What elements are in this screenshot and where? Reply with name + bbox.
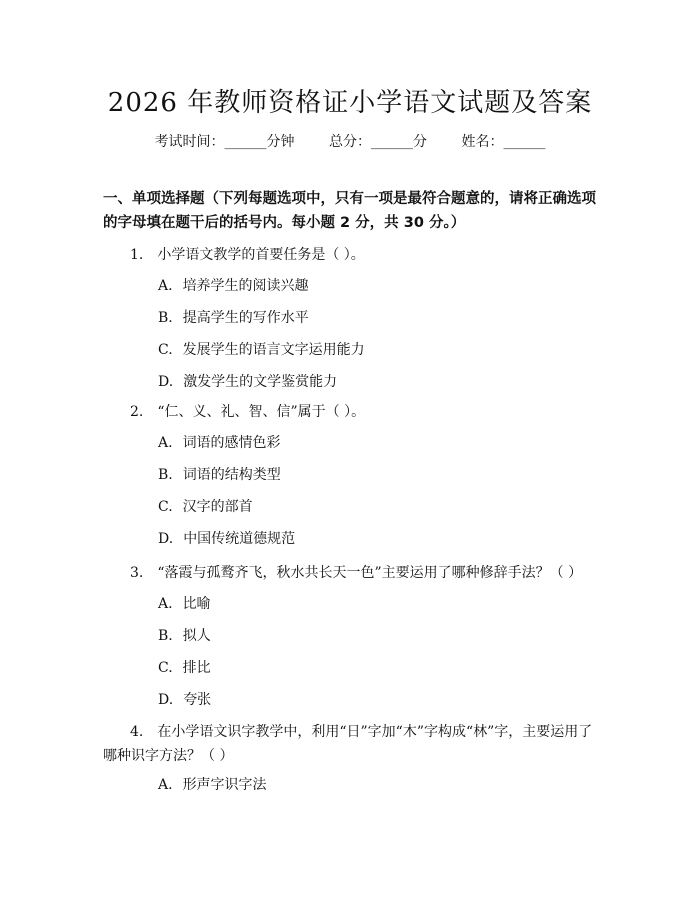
option-letter: C. (158, 499, 173, 515)
option-text: 夸张 (183, 692, 212, 708)
option-text: 提高学生的写作水平 (182, 310, 309, 326)
option (158, 529, 295, 549)
exam-time: 考试时间：______分钟 (154, 134, 295, 150)
question-text: “落霞与孤鹜齐飞，秋水共长天一色”主要运用了哪种修辞手法？（ ） (157, 565, 583, 581)
question-number: 3. (130, 565, 144, 581)
question-number: 1. (130, 247, 144, 263)
question-number: 4. (130, 724, 144, 740)
option-letter: A. (158, 596, 173, 612)
question-text: 小学语文教学的首要任务是（ ）。 (157, 247, 365, 263)
option-text: 激发学生的文学鉴赏能力 (183, 374, 338, 390)
option (158, 497, 253, 517)
option-letter: D. (158, 374, 174, 390)
total-score: 总分：______分 (329, 134, 427, 150)
option (158, 465, 281, 485)
option-text: 发展学生的语言文字运用能力 (182, 342, 365, 358)
option-text: 词语的结构类型 (182, 467, 281, 483)
option-letter: A. (158, 278, 173, 294)
option-text: 比喻 (182, 596, 211, 612)
option-letter: C. (158, 342, 173, 358)
option (158, 594, 211, 614)
option (158, 690, 211, 710)
option-letter: A. (158, 777, 173, 793)
option-text: 中国传统道德规范 (183, 531, 296, 547)
option-letter: B. (158, 310, 173, 326)
page-title: 2026 年教师资格证小学语文试题及答案 (107, 88, 593, 118)
option-text: 形声字识字法 (182, 777, 267, 793)
option-letter: B. (158, 467, 173, 483)
question-text: “仁、义、礼、智、信”属于（ ）。 (157, 404, 366, 420)
option-letter: C. (158, 660, 173, 676)
option-text: 排比 (182, 660, 211, 676)
student-name: 姓名：______ (461, 134, 546, 150)
question-4 (103, 720, 601, 768)
option-letter: B. (158, 628, 173, 644)
option-letter: A. (158, 435, 173, 451)
exam-meta (0, 131, 700, 151)
option-letter: D. (158, 692, 174, 708)
question-3 (103, 561, 601, 585)
option-text: 汉字的部首 (182, 499, 253, 515)
option (158, 775, 267, 795)
option (158, 372, 337, 392)
option-text: 拟人 (182, 628, 211, 644)
option-text: 培养学生的阅读兴趣 (182, 278, 309, 294)
question-1 (103, 243, 601, 267)
option (158, 658, 211, 678)
option-letter: D. (158, 531, 174, 547)
option (158, 433, 281, 453)
section-heading: 一、单项选择题（下列每题选项中，只有一项是最符合题意的，请将正确选项的字母填在题干后的括号内。每小题 2 分，共 30 分。） (103, 191, 596, 231)
question-number: 2. (130, 404, 144, 420)
question-text: 在小学语文识字教学中，利用“日”字加“木”字构成“林”字，主要运用了哪种识字方法？（ ） (103, 724, 593, 764)
option-text: 词语的感情色彩 (182, 435, 281, 451)
option (158, 276, 309, 296)
option (158, 308, 309, 328)
option (158, 340, 365, 360)
option (158, 626, 211, 646)
question-2 (103, 400, 601, 424)
